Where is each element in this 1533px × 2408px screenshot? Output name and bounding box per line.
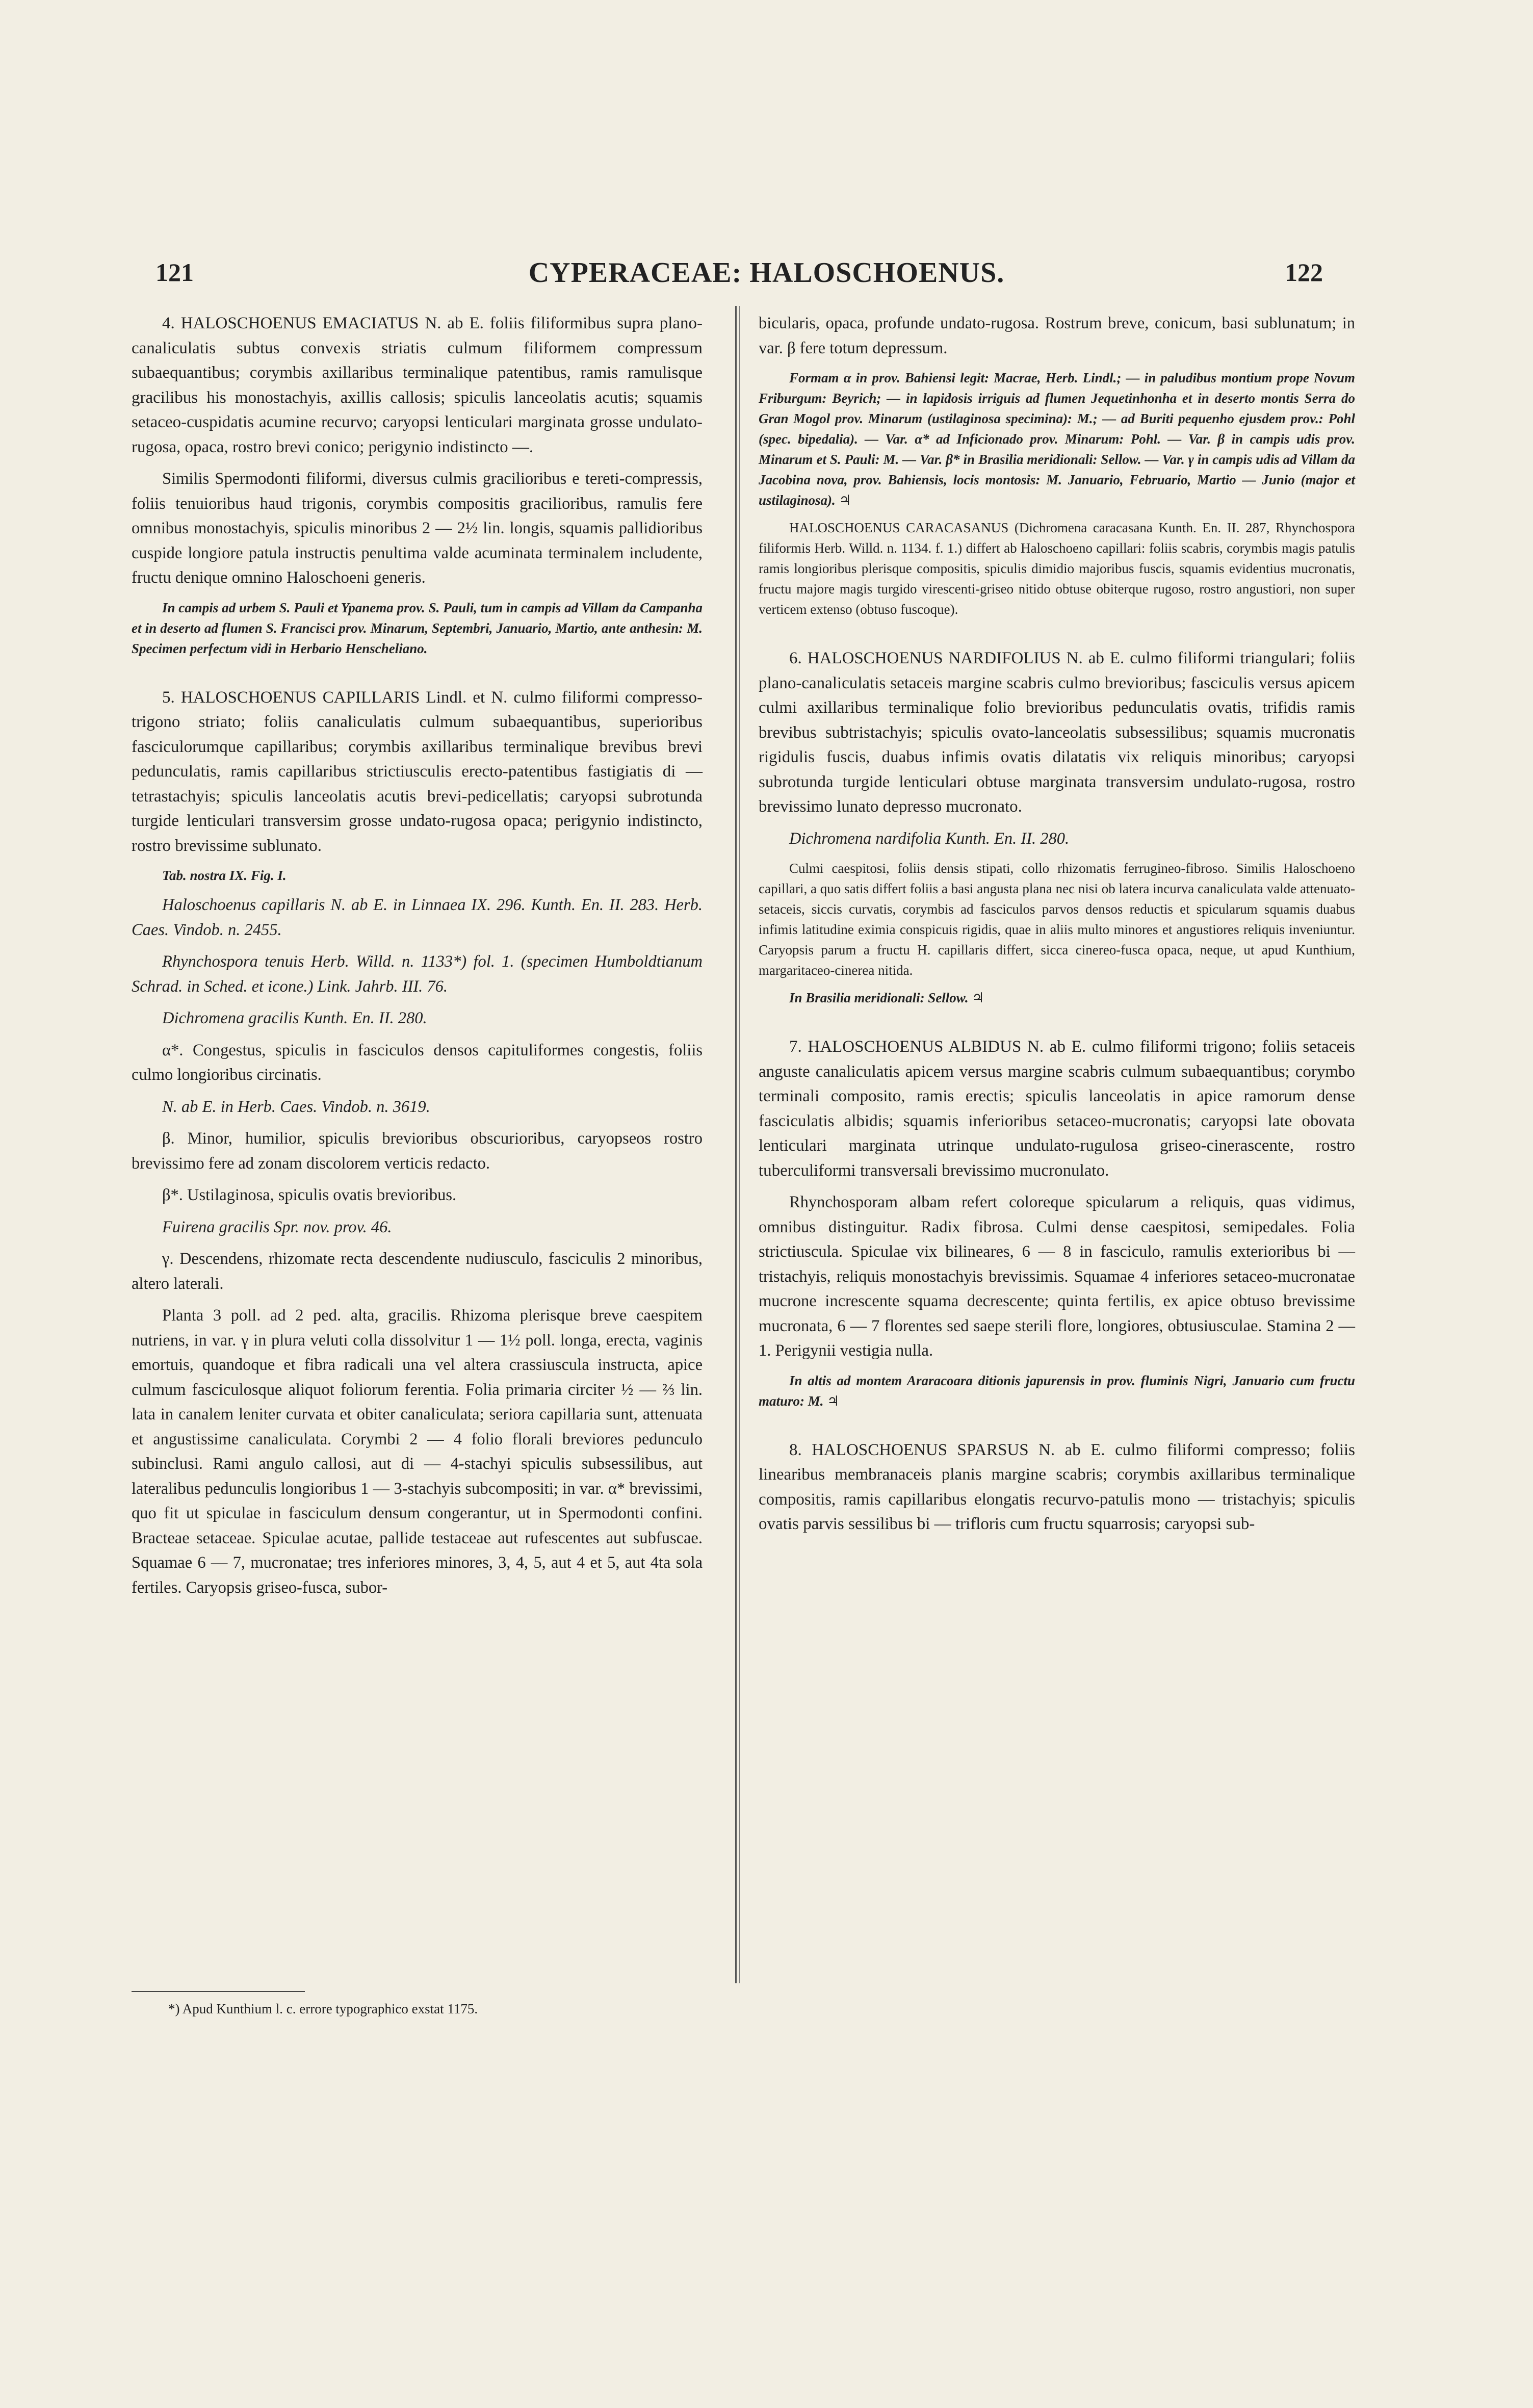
species-7-description: Rhynchosporam albam refert coloreque spicularum a reliquis, quas vidimus, omnibus distinguitur. Radix fibrosa. Culmi dense caespitosi, semipedales. Folia strictiuscula. Spiculae vix bilineares, 6 — 8 in fasciculo, ramulis exterioribus bi — tristachyis, reliquis monostachyis brevissimis. Squamae 4 inferiores setaceo-mucronatae mucrone increscente squama decrescente; quinta fertilis, ex apice obtuso brevissime mucronata, 6 — 7 florentes sed saepe sterili flore, longiores, obtusiusculae. Stamina 2 — 1. Perigynii vestigia nulla.	[759, 1193, 1355, 1360]
species-6-synonym: Dichromena nardifolia Kunth. En. II. 280.	[789, 829, 1070, 848]
species-4-locality: In campis ad urbem S. Pauli et Ypanema prov. S. Pauli, tum in campis ad Villam da Campanha et in deserto ad flumen S. Francisci prov. Minarum, Septembri, Januario, Martio, ante anthesin: M. Specimen perfectum vidi in Herbario Henscheliano.	[132, 600, 703, 656]
species-5-localities: Formam α in prov. Bahiensi legit: Macrae, Herb. Lindl.; — in paludibus montium prope Novum Friburgum: Beyrich; — in lapidosis irriguis ad flumen Jequetinhonha et in deserto montis Serra do Gran Mogol prov. Minarum (ustilaginosa specimina): M.; — ad Buriti pequenho ejusdem prov.: Pohl (spec. bipedalia). — Var. α* ad Inficionado prov. Minarum: Pohl. — Var. β in campis udis prov. Minarum et S. Pauli: M. — Var. β* in Brasilia meridionali: Sellow. — Var. γ in campis udis ad Villam da Jacobina nova, prov. Bahiensis, locis montosis: M. Januario, Februario, Martio — Junio (major et ustilaginosa). ♃	[759, 370, 1355, 508]
species-4-note: Similis Spermodonti filiformi, diversus culmis gracilioribus e tereti-compressis, foliis tenuioribus haud trigonis, corymbis compositis gracilioribus, ramulis fere omnibus monostachyis, spiculis minoribus 2 — 2½ lin. longis, squamis pallidioribus cuspide longiore patula instructis penultima valde acuminata terminalem includente, fructu denique omnino Haloschoeni generis.	[132, 470, 703, 587]
species-4-diagnosis: 4. HALOSCHOENUS EMACIATUS N. ab E. foliis filiformibus supra plano-canaliculatis subtus convexis striatis culmum filiformem compressum subaequantibus; corymbis axillaribus terminalique patentibus, ramis ramulisque gracilibus his monostachyis, axillis callosis; spiculis lanceolatis acutis; squamis setaceo-cuspidatis acumine recurvo; caryopsi lenticulari marginata grosse undulato-rugosa, opaca, rostro brevi conico; perigynio indistincto —.	[132, 314, 703, 456]
species-5-description: Planta 3 poll. ad 2 ped. alta, gracilis. Rhizoma plerisque breve caespitem nutriens, in var. γ in plura veluti colla dissolvitur 1 — 1½ poll. longa, erecta, vaginis emortuis, quandoque et fibra radicali una vel altera crassiuscula instructa, apice culmum fasciculosque aliquot foliorum ferentia. Folia primaria circiter ½ — ⅔ lin. lata in canalem leniter curvata et obiter canaliculata; seriora capillaria sunt, attenuata et angustissime canaliculata. Corymbi 2 — 4 folio florali breviores pedunculo subinclusi. Rami angulo callosi, aut di — 4-stachyi spiculis subsessilibus, aut lateralibus pedunculis longioribus 1 — 3-stachyis subcompositi; in var. α* brevissimi, quo fit ut spiculae in fasciculum densum congerantur, ut in Spermodonti confini. Bracteae setaceae. Spiculae acutae, pallide testaceae aut rufescentes aut subfuscae. Squamae 6 — 7, mucronatae; tres inferiores minores, 3, 4, 5, aut 4 et 5, aut 4ta sola fertiles. Caryopsis griseo-fusca, subor-	[132, 1306, 703, 1597]
plate-reference: Tab. nostra IX. Fig. I.	[162, 868, 287, 883]
species-7-diagnosis: 7. HALOSCHOENUS ALBIDUS N. ab E. culmo filiformi trigono; foliis setaceis anguste canaliculatis apicem versus margine scabris culmum subaequantibus; corymbo terminali composito, ramis erectis; spiculis lanceolatis in apice ramorum dense fasciculatis albidis; squamis inferioribus setaceo-mucronatis; caryopsi late obovata lenticulari marginata utrinque undulato-rugulosa griseo-cinerascente, rostro tuberculiformi transversali brevissimo mucronulato.	[759, 1038, 1355, 1180]
variety-beta-star-reference: Fuirena gracilis Spr. nov. prov. 46.	[162, 1218, 392, 1236]
species-7-locality: In altis ad montem Araracoara ditionis japurensis in prov. fluminis Nigri, Januario cum fructu maturo: M. ♃	[759, 1373, 1355, 1409]
species-6-locality: In Brasilia meridionali: Sellow. ♃	[789, 990, 984, 1005]
variety-beta-star: β*. Ustilaginosa, spiculis ovatis brevioribus.	[162, 1186, 457, 1204]
footnote-rule	[132, 1991, 305, 1992]
caracasanus-note: HALOSCHOENUS CARACASANUS (Dichromena caracasana Kunth. En. II. 287, Rhynchospora filiformis Herb. Willd. n. 1134. f. 1.) differt ab Haloschoeno capillari: foliis scabris, corymbis magis patulis ramis longioribus plerisque compositis, spiculis dimidio majoribus fuscis, squamis evidentius mucronatis, fructu majore magis turgido virescenti-griseo nitido obtuse obiterque rugoso, rostro angustiori, non super verticem extenso (obtuso fuscoque).	[759, 520, 1355, 617]
variety-alpha-reference: N. ab E. in Herb. Caes. Vindob. n. 3619.	[162, 1097, 430, 1116]
species-6-diagnosis: 6. HALOSCHOENUS NARDIFOLIUS N. ab E. culmo filiformi triangulari; foliis plano-canaliculatis setaceis margine scabris culmo brevioribus; fasciculis versus apicem culmi axillaribus terminalique folio brevioribus pedunculatis ovatis, trifidis ramis brevibus subtristachyis; spiculis ovato-lanceolatis subsessilibus; squamis mucronatis rigidulis fuscis, duabus infimis ovatis dilatatis vix reliquis minoribus; caryopsi subrotunda turgide lenticulari obtuse marginata transversim undulato-rugosa, rostro brevissimo lunato depresso mucronato.	[759, 649, 1355, 816]
right-column	[759, 311, 1355, 1544]
column-divider-thin	[739, 306, 740, 1983]
page-number-left: 121	[155, 258, 194, 287]
footnote: *) Apud Kunthium l. c. errore typographico exstat 1175.	[168, 2001, 478, 2016]
species-5-description-continued: bicularis, opaca, profunde undato-rugosa. Rostrum breve, conicum, basi sublunatum; in var. β fere totum depressum.	[759, 314, 1355, 357]
page-number-right: 122	[1285, 258, 1323, 287]
synonym-3: Dichromena gracilis Kunth. En. II. 280.	[162, 1009, 427, 1027]
synonym-2: Rhynchospora tenuis Herb. Willd. n. 1133*) fol. 1. (specimen Humboldtianum Schrad. in Sched. et icone.) Link. Jahrb. III. 76.	[132, 952, 703, 996]
column-divider	[735, 306, 737, 1983]
synonym-1: Haloschoenus capillaris N. ab E. in Linnaea IX. 296. Kunth. En. II. 283. Herb. Caes. Vindob. n. 2455.	[132, 896, 703, 939]
variety-gamma: γ. Descendens, rhizomate recta descendente nudiusculo, fasciculis 2 minoribus, altero laterali.	[132, 1250, 703, 1293]
species-6-description: Culmi caespitosi, foliis densis stipati, collo rhizomatis ferrugineo-fibroso. Similis Haloschoeno capillari, a quo satis differt foliis a basi angusta plana nec nisi ob latera incurva canaliculata valde attenuato-setaceis, siccis curvatis, corymbis ad fasciculos parvos densos reductis et spicularum squamis duabus infimis latitudine eximia conspicuis rigidis, quae in aliis multo minores et angustiores reliquis inveniuntur. Caryopsis parum a fructu H. capillaris differt, sicca cinereo-fusca opaca, neque, ut apud Kunthium, margaritaceo-cinerea nitida.	[759, 861, 1355, 978]
variety-beta: β. Minor, humilior, spiculis brevioribus obscurioribus, caryopseos rostro brevissimo fere ad zonam discolorem verticis redacto.	[132, 1129, 703, 1173]
left-column	[132, 311, 703, 1607]
species-8-diagnosis: 8. HALOSCHOENUS SPARSUS N. ab E. culmo filiformi compresso; foliis linearibus membranaceis planis margine scabris; corymbis axillaribus terminalique compositis, ramis capillaribus elongatis recurvo-patulis mono — tristachyis; spiculis ovatis parvis sessilibus bi — trifloris cum fructu squarrosis; caryopsi sub-	[759, 1440, 1355, 1533]
species-5-diagnosis: 5. HALOSCHOENUS CAPILLARIS Lindl. et N. culmo filiformi compresso-trigono striato; foliis canaliculatis culmum subaequantibus, superioribus fasciculorumque capillaribus; corymbis axillaribus terminalique brevibus brevi pedunculatis, ramis capillaribus strictiusculis erecto-patentibus fastigiatis di — tetrastachyis; spiculis lanceolatis acutis brevi-pedicellatis; caryopsi subrotunda turgide lenticulari transversim grosse undato-rugosa opaca; perigynio indistincto, rostro brevissime sublunato.	[132, 688, 703, 855]
running-title: CYPERACEAE: HALOSCHOENUS.	[528, 257, 1005, 289]
variety-alpha: α*. Congestus, spiculis in fasciculos densos capituliformes congestis, foliis culmo longioribus circinatis.	[132, 1041, 703, 1084]
